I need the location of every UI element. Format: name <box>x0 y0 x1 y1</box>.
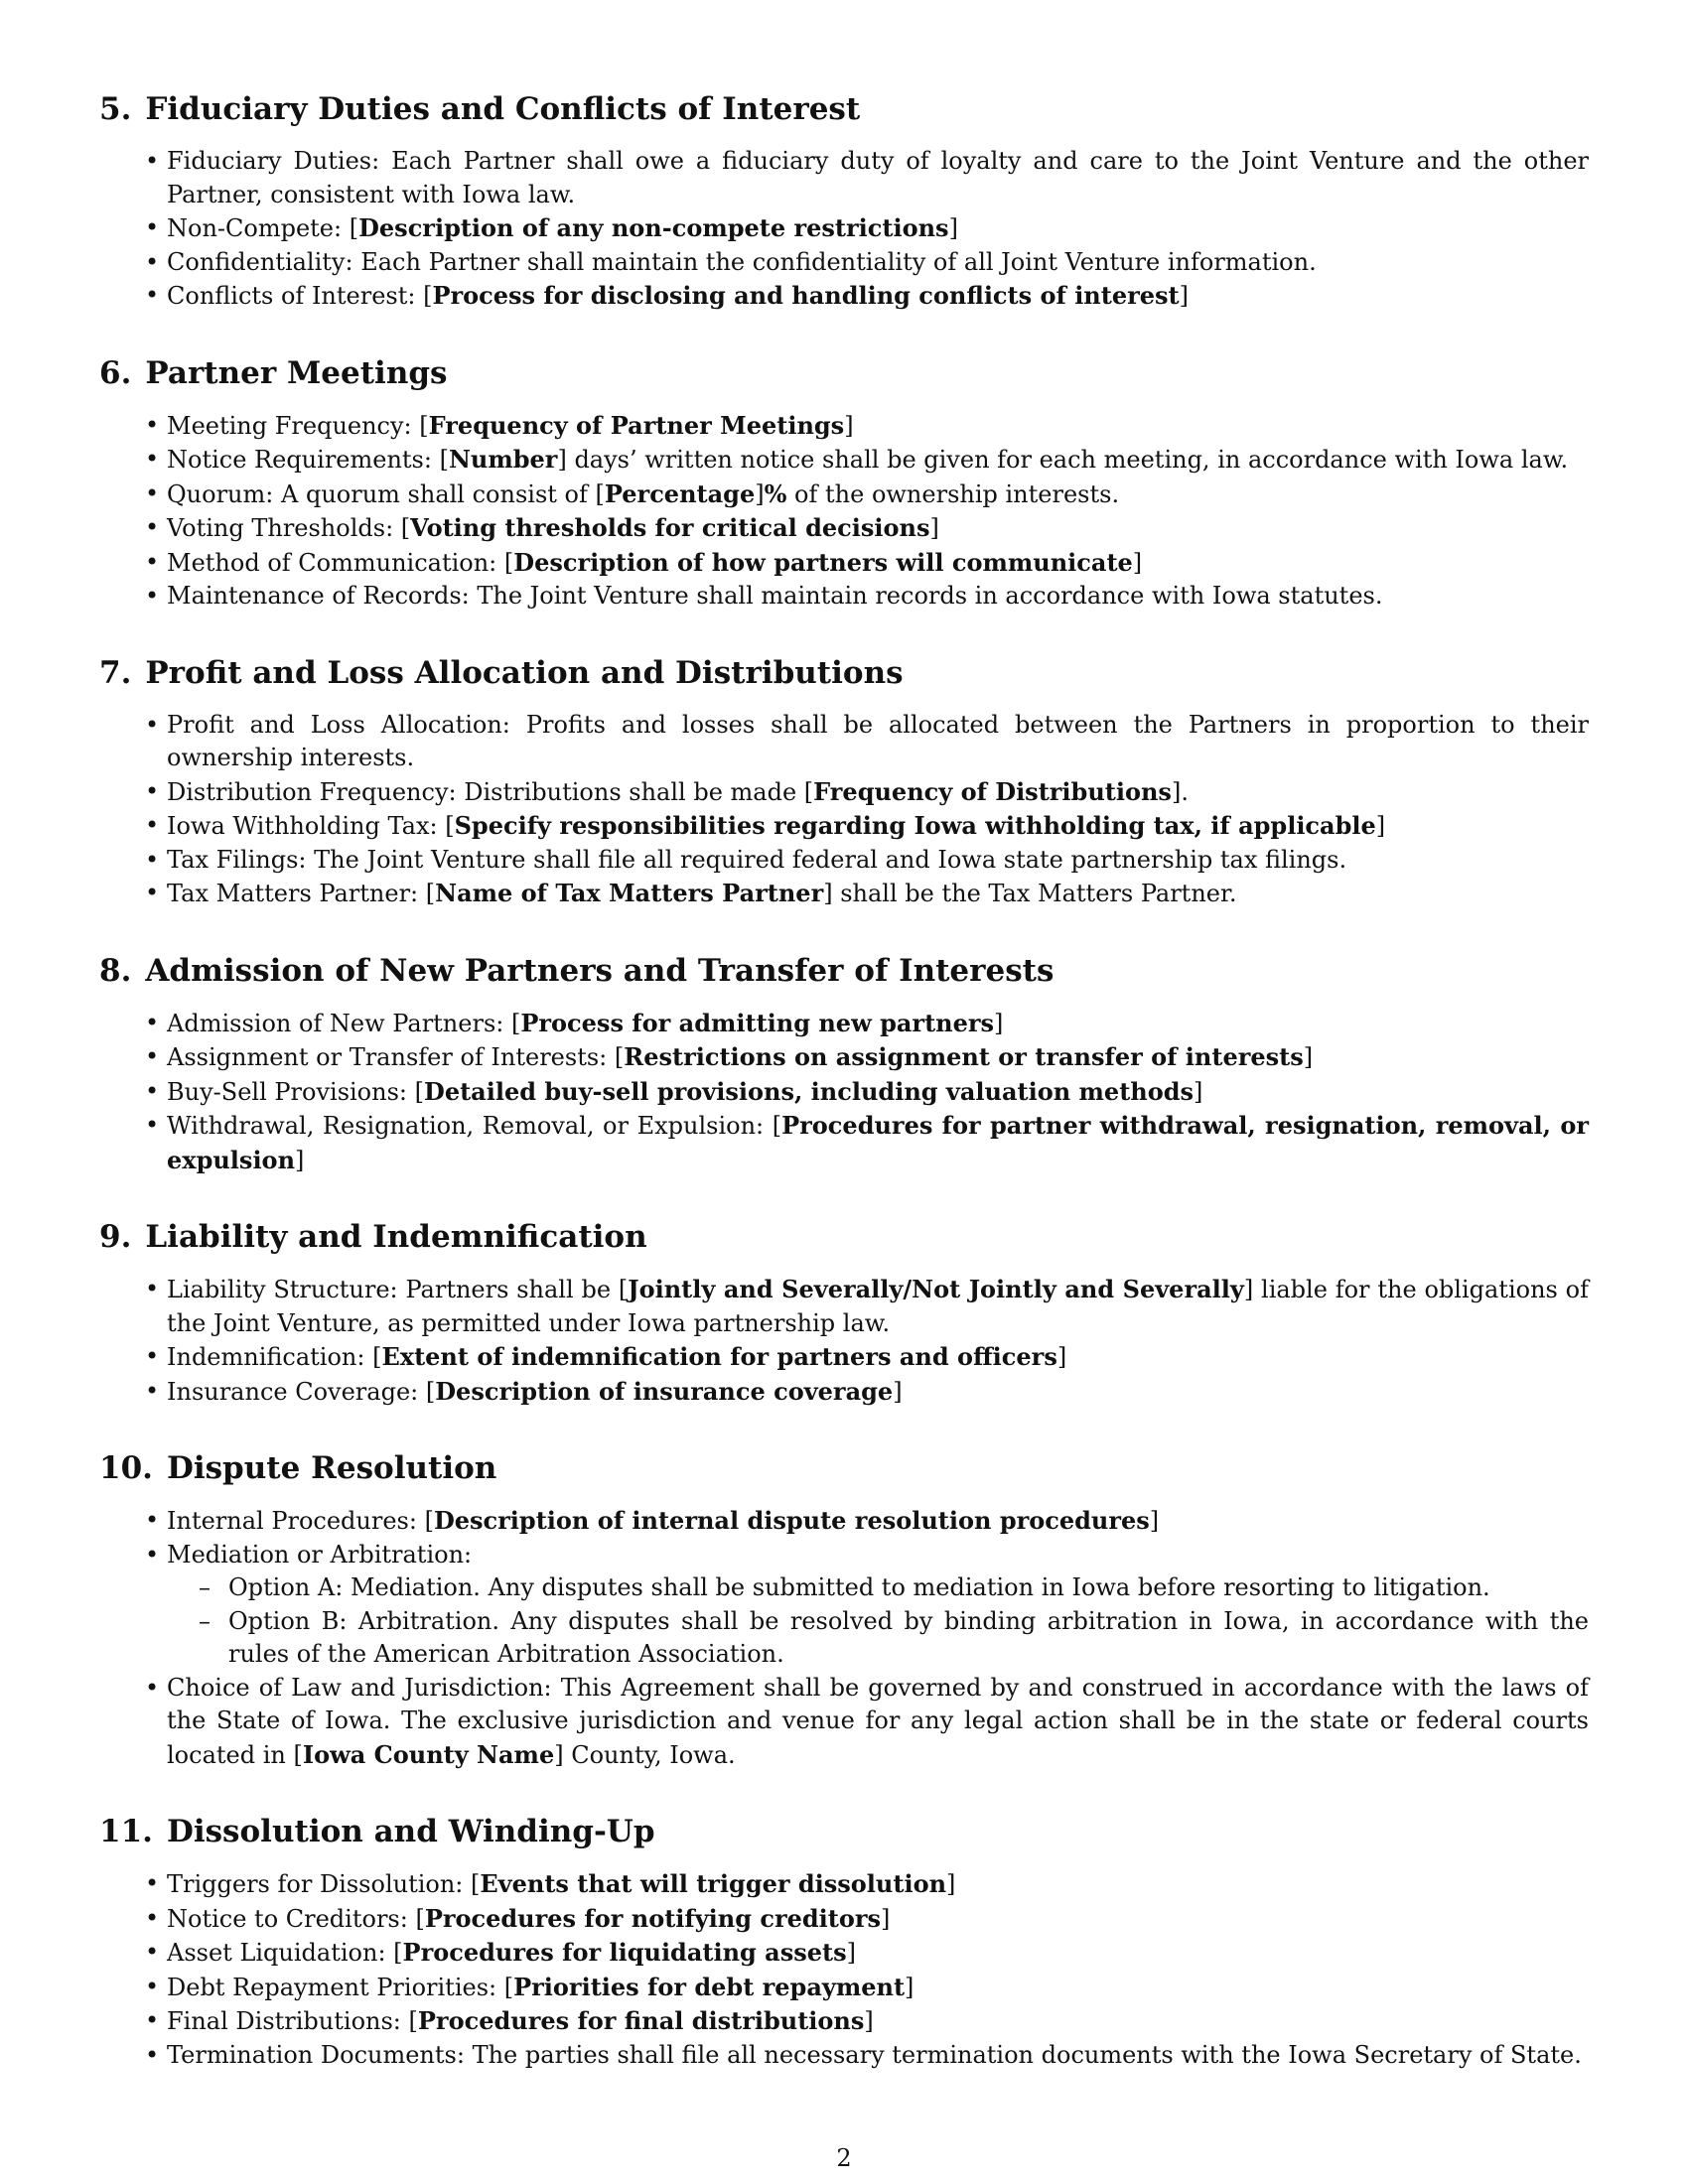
list-item: • Debt Repayment Priorities: [Priorities for debt repayment] <box>167 1971 1589 2005</box>
placeholder-field: Description of insurance coverage <box>435 1376 894 1406</box>
list-item: • Notice to Creditors: [Procedures for notifying creditors] <box>167 1902 1589 1937</box>
section-heading: 8. Admission of New Partners and Transfer of Interests <box>99 952 1055 989</box>
placeholder-field: Procedures for notifying creditors <box>424 1903 882 1933</box>
list-item: • Assignment or Transfer of Interests: [Restrictions on assignment or transfer of interests] <box>167 1040 1589 1075</box>
sub-list-item: – Option B: Arbitration. Any disputes shall be resolved by binding arbitration in Iowa, in accordance with the rules of the American Arbitration Association. <box>228 1605 1589 1672</box>
list-item: • Liability Structure: Partners shall be [Jointly and Severally/Not Jointly and Severally] liable for the obligations of the Joint Venture, as permitted under Iowa partnership law. <box>167 1273 1589 1340</box>
sub-list-item: – Option A: Mediation. Any disputes shall be submitted to mediation in Iowa before resorting to litigation. <box>228 1571 1589 1605</box>
section-admission-transfer <box>99 949 1589 1178</box>
placeholder-field: Procedures for partner withdrawal, resignation, removal, or expulsion <box>167 1111 1590 1174</box>
section-dissolution <box>99 1810 1589 2072</box>
placeholder-field: Jointly and Severally/Not Jointly and Severally <box>628 1275 1244 1303</box>
list-item: • Tax Filings: The Joint Venture shall file all required federal and Iowa state partnership tax filings. <box>167 844 1589 878</box>
section-profit-loss <box>99 651 1589 911</box>
bullet-list <box>99 1867 1589 2072</box>
placeholder-field: Priorities for debt repayment <box>513 1972 906 2001</box>
section-fiduciary-duties <box>99 87 1589 314</box>
list-item: • Method of Communication: [Description of how partners will communicate] <box>167 546 1589 581</box>
placeholder-field: Iowa County Name <box>302 1739 555 1769</box>
list-item: • Mediation or Arbitration: – Option A: Mediation. Any disputes shall be submitted to mediation in Iowa before resorting to litigation. – Option B: Arbitration. Any disputes shall be resolved by binding arbitration in Iowa, in accordance with the rules of the American Arbitration Association. <box>167 1539 1589 1672</box>
document-body <box>99 87 1589 2110</box>
section-heading: 7. Profit and Loss Allocation and Distributions <box>99 654 904 691</box>
bullet-list <box>99 1273 1589 1409</box>
placeholder-field: Percentage <box>604 478 756 508</box>
list-item: • Confidentiality: Each Partner shall maintain the confidentiality of all Joint Venture information. <box>167 246 1589 280</box>
list-item: • Fiduciary Duties: Each Partner shall owe a fiduciary duty of loyalty and care to the Joint Venture and the other Partner, consistent with Iowa law. <box>167 145 1589 211</box>
placeholder-field: Frequency of Partner Meetings <box>428 410 845 440</box>
list-item: • Non-Compete: [Description of any non-compete restrictions] <box>167 211 1589 246</box>
placeholder-field: Events that will trigger dissolution <box>480 1869 947 1898</box>
list-item: • Admission of New Partners: [Process for admitting new partners] <box>167 1007 1589 1041</box>
section-heading: 10. Dispute Resolution <box>99 1450 497 1486</box>
list-item: • Internal Procedures: [Description of internal dispute resolution procedures] <box>167 1504 1589 1539</box>
section-partner-meetings <box>99 351 1589 614</box>
page-number: 2 <box>836 2144 852 2172</box>
list-item: • Conflicts of Interest: [Process for disclosing and handling conflicts of interest] <box>167 279 1589 314</box>
section-heading: 6. Partner Meetings <box>99 354 448 391</box>
section-dispute-resolution <box>99 1446 1589 1772</box>
sub-list <box>167 1571 1589 1672</box>
bullet-list <box>99 145 1589 314</box>
list-item: • Profit and Loss Allocation: Profits and losses shall be allocated between the Partners in proportion to their ownership interests. <box>167 709 1589 775</box>
list-item: • Termination Documents: The parties shall file all necessary termination documents with the Iowa Secretary of State. <box>167 2039 1589 2073</box>
placeholder-field: Number <box>448 445 558 474</box>
list-item: • Indemnification: [Extent of indemnification for partners and officers] <box>167 1340 1589 1375</box>
list-item: • Meeting Frequency: [Frequency of Partner Meetings] <box>167 409 1589 444</box>
list-item: • Tax Matters Partner: [Name of Tax Matters Partner] shall be the Tax Matters Partner. <box>167 877 1589 911</box>
section-heading: 5. Fiduciary Duties and Conflicts of Interest <box>99 91 861 127</box>
bullet-list <box>99 1007 1589 1178</box>
section-liability <box>99 1215 1589 1409</box>
list-item: • Withdrawal, Resignation, Removal, or Expulsion: [Procedures for partner withdrawal, resignation, removal, or expulsion] <box>167 1109 1589 1177</box>
section-heading: 11. Dissolution and Winding-Up <box>99 1814 655 1849</box>
list-item: • Maintenance of Records: The Joint Venture shall maintain records in accordance with Iowa statutes. <box>167 580 1589 614</box>
placeholder-field: Description of any non-compete restrictions <box>358 213 949 242</box>
list-item: • Choice of Law and Jurisdiction: This Agreement shall be governed by and construed in accordance with the laws of the State of Iowa. The exclusive jurisdiction and venue for any legal action shall be in the state or federal courts located in [Iowa County Name] County, Iowa. <box>167 1672 1589 1773</box>
list-item: • Iowa Withholding Tax: [Specify responsibilities regarding Iowa withholding tax, if applicable] <box>167 809 1589 844</box>
placeholder-field: Description of how partners will communicate <box>513 547 1133 577</box>
list-item: • Buy-Sell Provisions: [Detailed buy-sell provisions, including valuation methods] <box>167 1075 1589 1110</box>
placeholder-field: Process for disclosing and handling conflicts of interest <box>432 281 1180 310</box>
list-item: • Triggers for Dissolution: [Events that will trigger dissolution] <box>167 1867 1589 1902</box>
list-item: • Notice Requirements: [Number] days’ written notice shall be given for each meeting, in accordance with Iowa law. <box>167 443 1589 478</box>
section-heading: 9. Liability and Indemnification <box>99 1219 647 1255</box>
placeholder-field: Extent of indemnification for partners and officers <box>381 1342 1057 1371</box>
list-item: • Voting Thresholds: [Voting thresholds for critical decisions] <box>167 511 1589 546</box>
placeholder-field: Procedures for liquidating assets <box>402 1938 847 1967</box>
placeholder-field: Restrictions on assignment or transfer of interests <box>624 1042 1304 1071</box>
list-item: • Quorum: A quorum shall consist of [Percentage]% of the ownership interests. <box>167 478 1589 512</box>
bullet-list <box>99 1504 1589 1772</box>
bullet-list <box>99 709 1589 911</box>
bullet-list <box>99 409 1589 614</box>
placeholder-field: Voting thresholds for critical decisions <box>410 513 930 542</box>
placeholder-field: Detailed buy-sell provisions, including valuation methods <box>424 1076 1195 1106</box>
placeholder-field: Frequency of Distributions <box>813 776 1172 806</box>
placeholder-field: Procedures for final distributions <box>417 2006 865 2035</box>
placeholder-field: Process for admitting new partners <box>520 1008 995 1037</box>
list-item: • Asset Liquidation: [Procedures for liquidating assets] <box>167 1936 1589 1971</box>
list-item: • Insurance Coverage: [Description of insurance coverage] <box>167 1375 1589 1410</box>
placeholder-field: Description of internal dispute resolution procedures <box>433 1506 1150 1535</box>
list-item: • Distribution Frequency: Distributions shall be made [Frequency of Distributions]. <box>167 775 1589 810</box>
list-item: • Final Distributions: [Procedures for final distributions] <box>167 2004 1589 2039</box>
placeholder-field: Name of Tax Matters Partner <box>435 879 824 907</box>
placeholder-field: Specify responsibilities regarding Iowa withholding tax, if applicable <box>454 811 1376 840</box>
